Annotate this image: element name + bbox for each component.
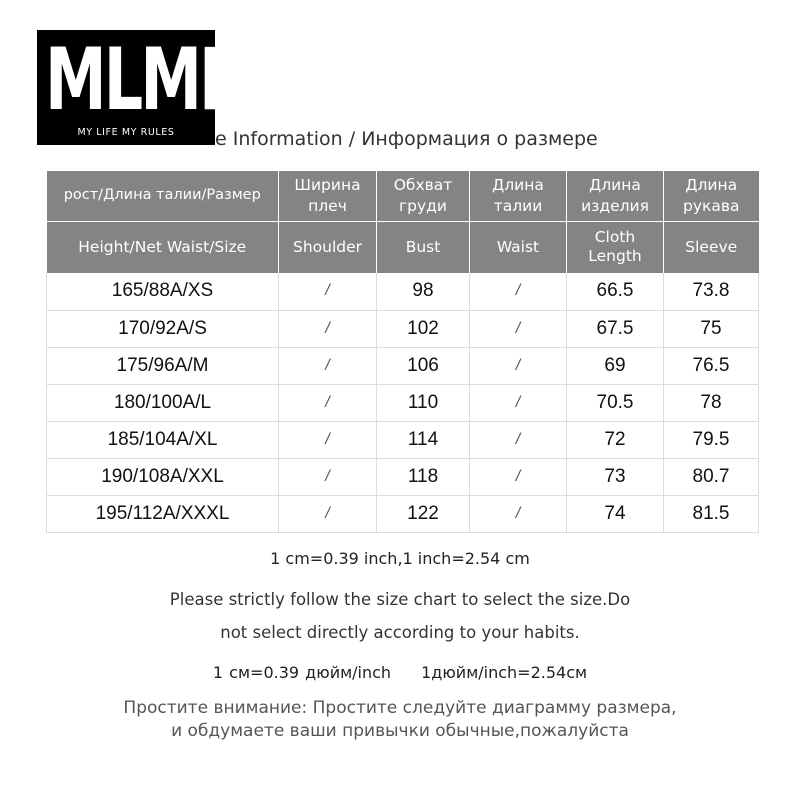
header-ru-length: Длина изделия (567, 171, 664, 221)
cell-shoulder: / (279, 384, 377, 421)
cell-sleeve: 80.7 (664, 458, 759, 495)
cell-bust: 122 (377, 495, 470, 532)
cell-bust: 118 (377, 458, 470, 495)
cell-length: 74 (567, 495, 664, 532)
cell-sleeve: 79.5 (664, 421, 759, 458)
cell-waist: / (470, 384, 567, 421)
cell-waist: / (470, 273, 567, 310)
cell-sleeve: 73.8 (664, 273, 759, 310)
cell-shoulder: / (279, 273, 377, 310)
conversion-note-ru (0, 663, 800, 682)
cell-shoulder: / (279, 310, 377, 347)
cell-length: 73 (567, 458, 664, 495)
header-en-length: Cloth Length (567, 221, 664, 273)
logo-tagline: MY LIFE MY RULES (77, 127, 175, 138)
cell-length: 67.5 (567, 310, 664, 347)
logo-wordmark: MLMR (45, 30, 244, 130)
header-ru-bust: Обхват груди (377, 171, 470, 221)
conversion-note-en: 1 cm=0.39 inch,1 inch=2.54 cm (270, 549, 530, 568)
advice-ru-line-2: и обдумаете ваши привычки обычные,пожалуйста (171, 721, 629, 741)
header-en-bust: Bust (377, 221, 470, 273)
cell-size: 180/100A/L (47, 384, 279, 421)
brand-logo (37, 30, 244, 145)
advice-en-line-1: Please strictly follow the size chart to select the size.Do (169, 590, 631, 609)
cell-bust: 114 (377, 421, 470, 458)
cell-waist: / (470, 347, 567, 384)
cell-sleeve: 75 (664, 310, 759, 347)
header-ru-size: рост/Длина талии/Размер (47, 171, 279, 221)
cell-sleeve: 78 (664, 384, 759, 421)
conversion-ru-inch: 1дюйм/inch=2.54см (421, 663, 588, 682)
cell-sleeve: 76.5 (664, 347, 759, 384)
cell-bust: 106 (377, 347, 470, 384)
cell-shoulder: / (279, 347, 377, 384)
cell-shoulder: / (279, 495, 377, 532)
table-row (47, 310, 759, 347)
cell-bust: 98 (377, 273, 470, 310)
cell-waist: / (470, 495, 567, 532)
size-chart-table (46, 171, 759, 533)
header-ru-sleeve: Длина рукава (664, 171, 759, 221)
conversion-ru-cm: 1 см=0.39 дюйм/inch (212, 663, 392, 682)
advice-en-line-2: not select directly according to your habits. (220, 623, 580, 642)
advice-ru-line-1: Простите внимание: Простите следуйте диаграмму размера, (123, 698, 677, 718)
cell-size: 165/88A/XS (47, 273, 279, 310)
table-header-en (47, 221, 759, 273)
header-en-shoulder: Shoulder (279, 221, 377, 273)
header-ru-waist: Длина талии (470, 171, 567, 221)
cell-size: 175/96A/M (47, 347, 279, 384)
cell-shoulder: / (279, 458, 377, 495)
cell-waist: / (470, 421, 567, 458)
cell-length: 72 (567, 421, 664, 458)
header-en-size: Height/Net Waist/Size (47, 221, 279, 273)
header-en-sleeve: Sleeve (664, 221, 759, 273)
cell-length: 69 (567, 347, 664, 384)
table-row (47, 347, 759, 384)
cell-size: 170/92A/S (47, 310, 279, 347)
cell-shoulder: / (279, 421, 377, 458)
page-title: e Information / Информация о размере (215, 128, 598, 150)
table-row (47, 495, 759, 532)
table-row (47, 458, 759, 495)
cell-size: 190/108A/XXL (47, 458, 279, 495)
cell-size: 195/112A/XXXL (47, 495, 279, 532)
cell-length: 66.5 (567, 273, 664, 310)
cell-waist: / (470, 310, 567, 347)
cell-bust: 102 (377, 310, 470, 347)
header-en-waist: Waist (470, 221, 567, 273)
cell-size: 185/104A/XL (47, 421, 279, 458)
cell-bust: 110 (377, 384, 470, 421)
table-row (47, 384, 759, 421)
table-header-ru (47, 171, 759, 221)
table-row (47, 421, 759, 458)
cell-waist: / (470, 458, 567, 495)
header-ru-shoulder: Ширина плеч (279, 171, 377, 221)
table-row (47, 273, 759, 310)
cell-sleeve: 81.5 (664, 495, 759, 532)
cell-length: 70.5 (567, 384, 664, 421)
